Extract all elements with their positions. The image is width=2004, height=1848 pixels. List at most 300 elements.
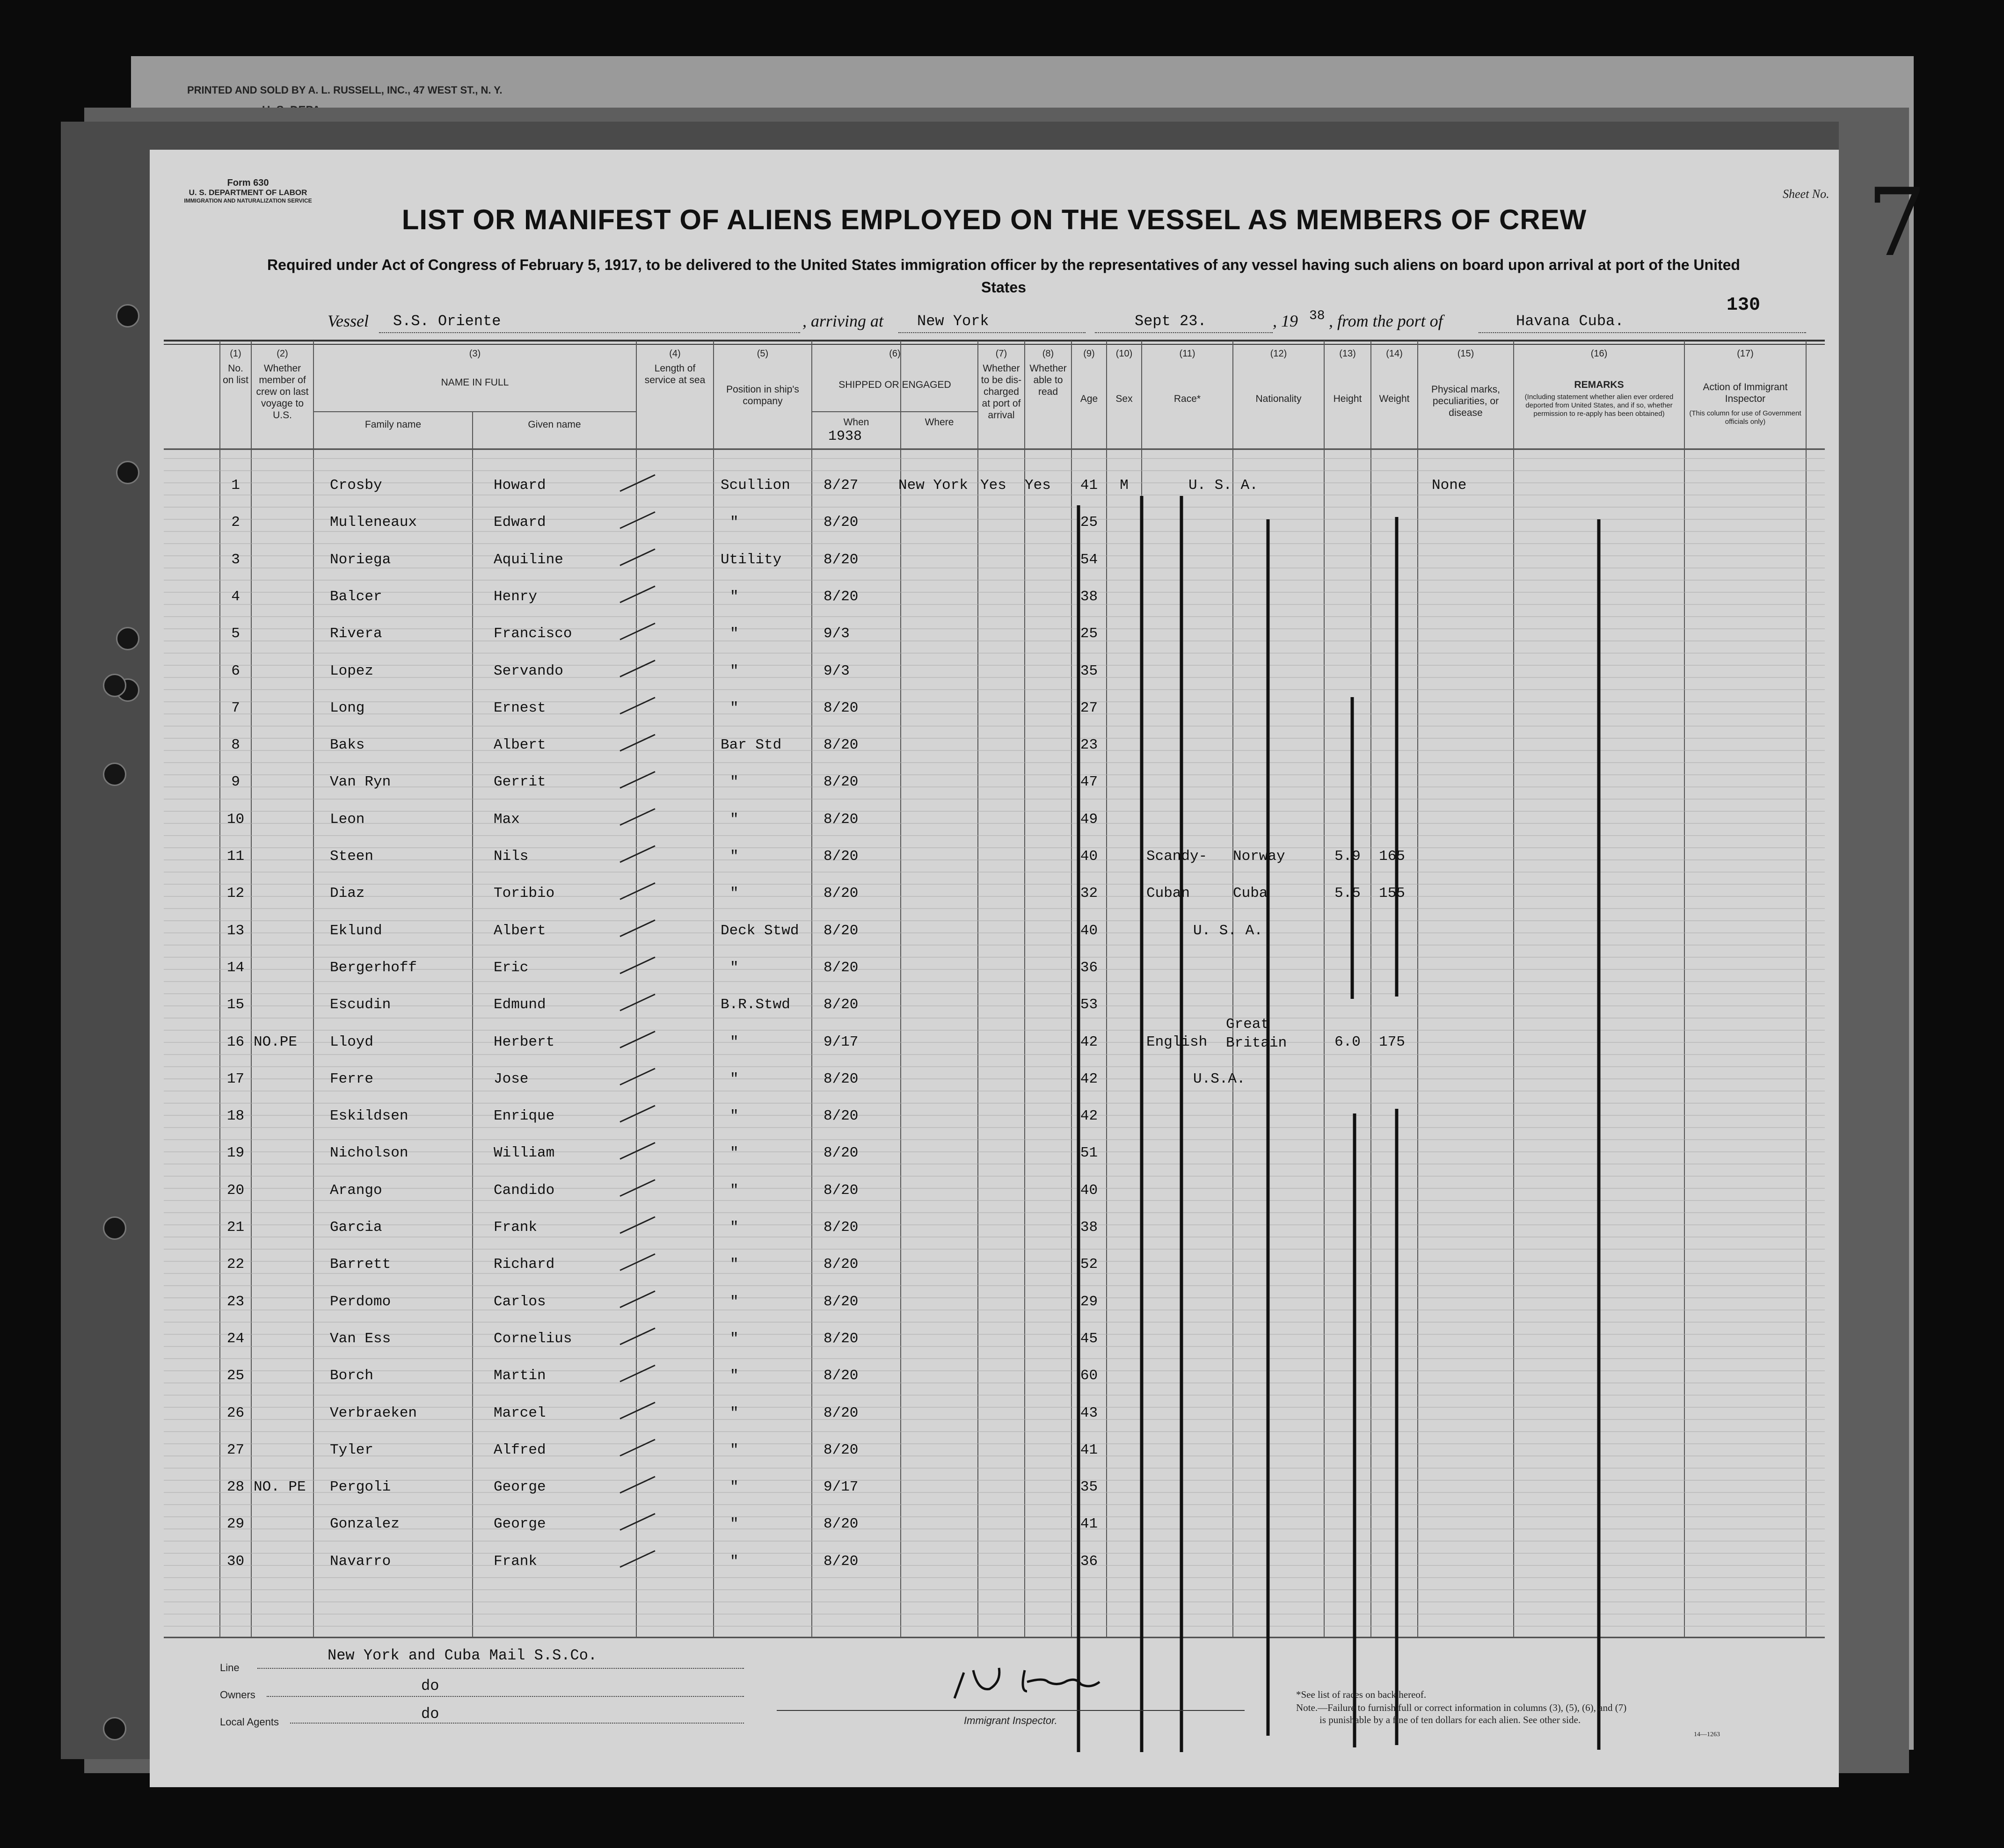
cell-given: Enrique xyxy=(494,1108,555,1125)
cell-age: 35 xyxy=(1080,662,1098,679)
cell-given: Toribio xyxy=(494,885,555,902)
check-mark xyxy=(620,1106,655,1122)
check-mark xyxy=(620,698,655,714)
cell-given: Jose xyxy=(494,1070,529,1087)
cell-no: 28 xyxy=(226,1479,245,1496)
cell-no: 4 xyxy=(231,588,240,605)
cell-age: 43 xyxy=(1080,1404,1098,1421)
column-header: Whether able to read xyxy=(1029,363,1067,397)
cell-given: Edward xyxy=(494,514,546,531)
check-mark xyxy=(620,1328,655,1345)
cell-position: " xyxy=(730,1033,739,1050)
column-number: (14) xyxy=(1386,349,1403,359)
cell-age: 25 xyxy=(1080,514,1098,531)
cell-when: 8/20 xyxy=(823,922,859,939)
cell-position: " xyxy=(730,1368,739,1384)
cell-when: 8/20 xyxy=(823,1108,859,1125)
cell-age: 36 xyxy=(1080,1553,1098,1570)
cell-prev: NO. PE xyxy=(254,1479,306,1496)
action-note: (This column for use of Government officials only) xyxy=(1689,409,1801,426)
cell-no: 10 xyxy=(226,811,245,828)
cell-no: 29 xyxy=(226,1516,245,1533)
cell-no: 23 xyxy=(226,1293,245,1310)
cell-read: Yes xyxy=(1025,477,1051,494)
cell-age: 47 xyxy=(1080,774,1098,791)
cell-position: " xyxy=(730,885,739,902)
cell-age: 23 xyxy=(1080,737,1098,754)
check-mark xyxy=(620,623,655,640)
cell-age: 40 xyxy=(1080,848,1098,865)
cell-no: 21 xyxy=(226,1219,245,1236)
column-header: Whether to be dis-charged at port of arrival xyxy=(981,363,1022,421)
cell-position: Utility xyxy=(721,551,782,568)
cell-given: Howard xyxy=(494,477,546,494)
cell-given: Albert xyxy=(494,922,546,939)
cell-given: Gerrit xyxy=(494,774,546,791)
cell-when: 8/20 xyxy=(823,1516,859,1533)
cell-age: 49 xyxy=(1080,811,1098,828)
cell-position: " xyxy=(730,1330,739,1347)
line-label: Line xyxy=(220,1662,240,1673)
owners-label: Owners xyxy=(220,1689,255,1701)
shipping-line: New York and Cuba Mail S.S.Co. xyxy=(328,1647,598,1664)
cell-position: " xyxy=(730,1256,739,1273)
column-header: Action of Immigrant Inspector xyxy=(1703,382,1788,404)
cell-given: Martin xyxy=(494,1368,546,1384)
column-header: Physical marks, peculiarities, or disease xyxy=(1431,384,1501,418)
printer-imprint: PRINTED AND SOLD BY A. L. RUSSELL, INC., 47 WEST ST., N. Y. xyxy=(187,84,503,96)
column-header: NAME IN FULL xyxy=(441,377,509,388)
cell-race: Cuban xyxy=(1146,885,1190,902)
cell-position: " xyxy=(730,1516,739,1533)
cell-age: 41 xyxy=(1080,1441,1098,1458)
cell-age: 29 xyxy=(1080,1293,1098,1310)
vessel-name: S.S. Oriente xyxy=(393,313,501,330)
cell-nat: U.S.A. xyxy=(1193,1070,1246,1087)
cell-nat: Norway xyxy=(1233,848,1285,865)
cell-given: Carlos xyxy=(494,1293,546,1310)
cell-height: 5.9 xyxy=(1334,848,1361,865)
cell-when: 8/27 xyxy=(823,477,859,494)
when-year: 1938 xyxy=(828,429,862,444)
column-header: Position in ship's company xyxy=(726,384,799,407)
check-mark xyxy=(620,1440,655,1456)
cell-position: " xyxy=(730,699,739,716)
cell-when: 8/20 xyxy=(823,551,859,568)
cell-position: " xyxy=(730,514,739,531)
cell-family: Baks xyxy=(330,737,365,754)
cell-family: Tyler xyxy=(330,1441,374,1458)
cell-age: 38 xyxy=(1080,588,1098,605)
column-number: (15) xyxy=(1457,349,1474,359)
check-mark xyxy=(620,957,655,974)
cell-given: George xyxy=(494,1516,546,1533)
cell-when: 8/20 xyxy=(823,848,859,865)
column-number: (3) xyxy=(469,349,481,359)
cell-nat: U. S. A. xyxy=(1188,477,1258,494)
column-number: (1) xyxy=(230,349,241,359)
fill-line xyxy=(777,1710,1245,1711)
cell-given: Marcel xyxy=(494,1404,546,1421)
cell-position: Deck Stwd xyxy=(721,922,799,939)
cell-when: 8/20 xyxy=(823,1219,859,1236)
cell-given: Henry xyxy=(494,588,538,605)
cell-position: B.R.Stwd xyxy=(721,997,790,1013)
column-header: Length of service at sea xyxy=(644,363,706,386)
cell-when: 8/20 xyxy=(823,737,859,754)
column-header: Nationality xyxy=(1255,393,1302,404)
check-mark xyxy=(620,1180,655,1196)
cell-family: Van Ryn xyxy=(330,774,391,791)
binder-hole xyxy=(103,1216,126,1240)
cell-when: 9/3 xyxy=(823,626,850,642)
cell-no: 7 xyxy=(231,699,240,716)
fill-line xyxy=(267,1696,744,1697)
cell-no: 18 xyxy=(226,1108,245,1125)
column-header: Race* xyxy=(1173,393,1201,404)
from-port-label: , from the port of xyxy=(1329,312,1443,330)
cell-no: 25 xyxy=(226,1368,245,1384)
cell-nat: U. S. A. xyxy=(1193,922,1263,939)
cell-when: 8/20 xyxy=(823,1553,859,1570)
fill-line xyxy=(257,1668,744,1669)
cell-family: Gonzalez xyxy=(330,1516,400,1533)
column-header: No. on list xyxy=(223,363,248,386)
cell-given: Eric xyxy=(494,959,529,976)
cell-given: William xyxy=(494,1145,555,1162)
footnote-races: *See list of races on back hereof. xyxy=(1296,1689,1427,1700)
cell-when: 8/20 xyxy=(823,699,859,716)
cell-no: 24 xyxy=(226,1330,245,1347)
cell-disch: Yes xyxy=(980,477,1006,494)
cell-age: 42 xyxy=(1080,1108,1098,1125)
cell-position: " xyxy=(730,774,739,791)
cell-given: Francisco xyxy=(494,626,572,642)
binder-hole xyxy=(116,461,139,484)
cell-prev: NO.PE xyxy=(254,1033,298,1050)
cell-position: " xyxy=(730,848,739,865)
binder-hole xyxy=(103,1717,126,1740)
arrival-port: New York xyxy=(917,313,989,330)
cell-family: Rivera xyxy=(330,626,382,642)
check-mark xyxy=(620,586,655,603)
cell-race: Scandy- xyxy=(1146,848,1208,865)
cell-height: 5.5 xyxy=(1334,885,1361,902)
cell-age: 45 xyxy=(1080,1330,1098,1347)
page-subtitle: Required under Act of Congress of February 5, 1917, to be delivered to the United States immigration officer by the representatives of any vessel having such aliens on board upon arrival at port of the United States xyxy=(267,256,1740,296)
column-number: (11) xyxy=(1179,349,1195,359)
cell-position: " xyxy=(730,1404,739,1421)
cell-family: Eskildsen xyxy=(330,1108,408,1125)
cell-age: 51 xyxy=(1080,1145,1098,1162)
subheader-given-name: Given name xyxy=(528,419,581,430)
cell-given: Servando xyxy=(494,662,563,679)
cell-when: 8/20 xyxy=(823,997,859,1013)
check-mark xyxy=(620,661,655,677)
cell-family: Noriega xyxy=(330,551,391,568)
check-mark xyxy=(620,771,655,788)
cell-age: 38 xyxy=(1080,1219,1098,1236)
binder-hole xyxy=(116,627,139,650)
cell-height: 6.0 xyxy=(1334,1033,1361,1050)
column-number: (12) xyxy=(1270,349,1287,359)
cell-no: 26 xyxy=(226,1404,245,1421)
cell-age: 36 xyxy=(1080,959,1098,976)
cell-when: 8/20 xyxy=(823,1330,859,1347)
cell-when: 8/20 xyxy=(823,1293,859,1310)
cell-family: Escudin xyxy=(330,997,391,1013)
cell-family: Long xyxy=(330,699,365,716)
form-service: IMMIGRATION AND NATURALIZATION SERVICE xyxy=(184,197,312,204)
cell-position: Scullion xyxy=(721,477,790,494)
agents-value: do xyxy=(421,1705,439,1723)
cell-no: 16 xyxy=(226,1033,245,1050)
form-department: U. S. DEPARTMENT OF LABOR xyxy=(189,188,307,197)
cell-family: Diaz xyxy=(330,885,365,902)
cell-position: " xyxy=(730,959,739,976)
sheet-number-label: Sheet No. xyxy=(1783,187,1829,201)
column-number: (8) xyxy=(1042,349,1054,359)
cell-age: 41 xyxy=(1080,1516,1098,1533)
cell-position: " xyxy=(730,1145,739,1162)
cell-sex: M xyxy=(1120,477,1129,494)
cell-family: Verbraeken xyxy=(330,1404,417,1421)
column-header: REMARKS xyxy=(1574,379,1624,390)
cell-when: 8/20 xyxy=(823,885,859,902)
cell-family: Garcia xyxy=(330,1219,382,1236)
footnote-penalty-cont: is punishable by a fine of ten dollars for each alien. See other side. xyxy=(1319,1714,1581,1725)
cell-age: 52 xyxy=(1080,1256,1098,1273)
cell-position: Bar Std xyxy=(721,737,782,754)
cell-given: Aquiline xyxy=(494,551,563,568)
sheet-number-handwritten: 7 xyxy=(1867,168,1927,277)
subheader-where: Where xyxy=(925,417,954,428)
cell-age: 60 xyxy=(1080,1368,1098,1384)
cell-age: 53 xyxy=(1080,997,1098,1013)
subheader-family-name: Family name xyxy=(364,419,422,430)
arrival-year: 38 xyxy=(1309,309,1325,323)
cell-when: 8/20 xyxy=(823,588,859,605)
binder-hole xyxy=(103,674,126,697)
cell-given: Candido xyxy=(494,1182,555,1199)
cell-family: Bergerhoff xyxy=(330,959,417,976)
check-mark xyxy=(620,1477,655,1493)
check-mark xyxy=(620,1032,655,1048)
cell-family: Lopez xyxy=(330,662,374,679)
cell-family: Lloyd xyxy=(330,1033,374,1050)
cell-given: Alfred xyxy=(494,1441,546,1458)
cell-family: Pergoli xyxy=(330,1479,391,1496)
cell-position: " xyxy=(730,626,739,642)
footnote-penalty: Note.—Failure to furnish full or correct information in columns (3), (5), (6), and (7) xyxy=(1296,1702,1627,1713)
cell-given: Max xyxy=(494,811,520,828)
check-mark xyxy=(620,735,655,751)
cell-age: 54 xyxy=(1080,551,1098,568)
cell-family: Steen xyxy=(330,848,374,865)
column-number: (5) xyxy=(757,349,769,359)
check-mark xyxy=(620,1069,655,1085)
cell-no: 13 xyxy=(226,922,245,939)
cell-position: " xyxy=(730,1219,739,1236)
cell-position: " xyxy=(730,588,739,605)
cell-no: 22 xyxy=(226,1256,245,1273)
local-agents-label: Local Agents xyxy=(220,1716,279,1728)
remarks-note: (Including statement whether alien ever ordered deported from United States, and if so, whether permission to re-apply has been obtained) xyxy=(1524,393,1674,418)
cell-no: 30 xyxy=(226,1553,245,1570)
cell-position: " xyxy=(730,1070,739,1087)
cell-age: 42 xyxy=(1080,1033,1098,1050)
cell-where: New York xyxy=(898,477,968,494)
cell-nat: Great Britain xyxy=(1226,1016,1287,1051)
from-port: Havana Cuba. xyxy=(1516,313,1624,330)
cell-family: Nicholson xyxy=(330,1145,408,1162)
vessel-label: Vessel xyxy=(328,312,369,330)
cell-when: 8/20 xyxy=(823,1070,859,1087)
cell-no: 12 xyxy=(226,885,245,902)
check-mark xyxy=(620,1365,655,1382)
cell-position: " xyxy=(730,1108,739,1125)
check-mark xyxy=(620,1142,655,1159)
cell-age: 25 xyxy=(1080,626,1098,642)
check-mark xyxy=(620,920,655,937)
cell-weight: 155 xyxy=(1379,885,1405,902)
binder-hole xyxy=(116,304,139,327)
cell-weight: 175 xyxy=(1379,1033,1405,1050)
cell-when: 8/20 xyxy=(823,959,859,976)
year-label: , 19 xyxy=(1273,312,1298,330)
cell-position: " xyxy=(730,811,739,828)
cell-family: Perdomo xyxy=(330,1293,391,1310)
cell-family: Van Ess xyxy=(330,1330,391,1347)
cell-when: 8/20 xyxy=(823,1441,859,1458)
column-number: (7) xyxy=(995,349,1007,359)
check-mark xyxy=(620,1403,655,1419)
check-mark xyxy=(620,1254,655,1270)
cell-no: 5 xyxy=(231,626,240,642)
cell-position: " xyxy=(730,1182,739,1199)
check-mark xyxy=(620,549,655,566)
cell-given: Richard xyxy=(494,1256,555,1273)
column-number: (4) xyxy=(669,349,681,359)
cell-position: " xyxy=(730,1441,739,1458)
cell-family: Balcer xyxy=(330,588,382,605)
cell-given: Nils xyxy=(494,848,529,865)
cell-position: " xyxy=(730,1293,739,1310)
cell-when: 8/20 xyxy=(823,1368,859,1384)
cell-when: 8/20 xyxy=(823,1256,859,1273)
cell-position: " xyxy=(730,662,739,679)
cell-family: Mulleneaux xyxy=(330,514,417,531)
cell-no: 2 xyxy=(231,514,240,531)
cell-no: 8 xyxy=(231,737,240,754)
cell-given: Ernest xyxy=(494,699,546,716)
cell-when: 8/20 xyxy=(823,1145,859,1162)
cell-age: 35 xyxy=(1080,1479,1098,1496)
inspector-signature xyxy=(908,1663,1235,1705)
column-header: Age xyxy=(1080,393,1098,404)
cell-marks: None xyxy=(1432,477,1467,494)
check-mark xyxy=(620,994,655,1011)
check-mark xyxy=(620,1291,655,1308)
cell-nat: Cuba xyxy=(1233,885,1268,902)
owners-value: do xyxy=(421,1677,439,1695)
arriving-label: , arriving at xyxy=(802,312,884,330)
column-header: Height xyxy=(1333,393,1362,404)
column-number: (6) xyxy=(889,349,901,359)
cell-when: 8/20 xyxy=(823,811,859,828)
cell-family: Navarro xyxy=(330,1553,391,1570)
column-number: (2) xyxy=(277,349,288,359)
column-number: (10) xyxy=(1115,349,1133,359)
cell-when: 9/3 xyxy=(823,662,850,679)
cell-no: 15 xyxy=(226,997,245,1013)
cell-position: " xyxy=(730,1479,739,1496)
column-number: (17) xyxy=(1737,349,1754,359)
cell-no: 17 xyxy=(226,1070,245,1087)
cell-given: Cornelius xyxy=(494,1330,572,1347)
fill-line xyxy=(290,1723,744,1724)
cell-no: 14 xyxy=(226,959,245,976)
cell-no: 11 xyxy=(226,848,245,865)
cell-family: Arango xyxy=(330,1182,382,1199)
cell-race: English xyxy=(1146,1033,1208,1050)
cell-given: George xyxy=(494,1479,546,1496)
cell-age: 42 xyxy=(1080,1070,1098,1087)
cell-family: Barrett xyxy=(330,1256,391,1273)
check-mark xyxy=(620,512,655,528)
cell-no: 20 xyxy=(226,1182,245,1199)
cell-no: 19 xyxy=(226,1145,245,1162)
cell-when: 8/20 xyxy=(823,514,859,531)
column-header: Sex xyxy=(1115,393,1133,404)
cell-no: 6 xyxy=(231,662,240,679)
column-header: SHIPPED OR ENGAGED xyxy=(838,379,951,390)
column-header: Whether member of crew on last voyage to U.S. xyxy=(256,363,309,421)
cell-given: Frank xyxy=(494,1553,538,1570)
cell-age: 27 xyxy=(1080,699,1098,716)
cell-no: 27 xyxy=(226,1441,245,1458)
cell-no: 9 xyxy=(231,774,240,791)
cell-given: Herbert xyxy=(494,1033,555,1050)
cell-when: 9/17 xyxy=(823,1479,859,1496)
arrival-date: Sept 23. xyxy=(1135,313,1207,330)
cell-position: " xyxy=(730,1553,739,1570)
column-number: (16) xyxy=(1590,349,1608,359)
cell-family: Ferre xyxy=(330,1070,374,1087)
manifest-sheet xyxy=(150,150,1927,1787)
cell-age: 40 xyxy=(1080,1182,1098,1199)
cell-family: Borch xyxy=(330,1368,374,1384)
cell-when: 8/20 xyxy=(823,1182,859,1199)
page-title: LIST OR MANIFEST OF ALIENS EMPLOYED ON THE VESSEL AS MEMBERS OF CREW xyxy=(401,204,1587,235)
column-number: (13) xyxy=(1339,349,1356,359)
check-mark xyxy=(620,1513,655,1530)
binder-hole xyxy=(103,763,126,786)
cell-no: 3 xyxy=(231,551,240,568)
cell-age: 32 xyxy=(1080,885,1098,902)
inspector-label: Immigrant Inspector. xyxy=(964,1715,1057,1726)
form-code: 14—1263 xyxy=(1694,1731,1720,1738)
cell-family: Eklund xyxy=(330,922,382,939)
column-header: Weight xyxy=(1379,393,1410,404)
cell-when: 8/20 xyxy=(823,1404,859,1421)
cell-given: Frank xyxy=(494,1219,538,1236)
cell-given: Edmund xyxy=(494,997,546,1013)
cell-weight: 165 xyxy=(1379,848,1405,865)
subheader-when: When xyxy=(843,417,869,428)
check-mark xyxy=(620,883,655,899)
form-number: Form 630 xyxy=(227,178,269,188)
